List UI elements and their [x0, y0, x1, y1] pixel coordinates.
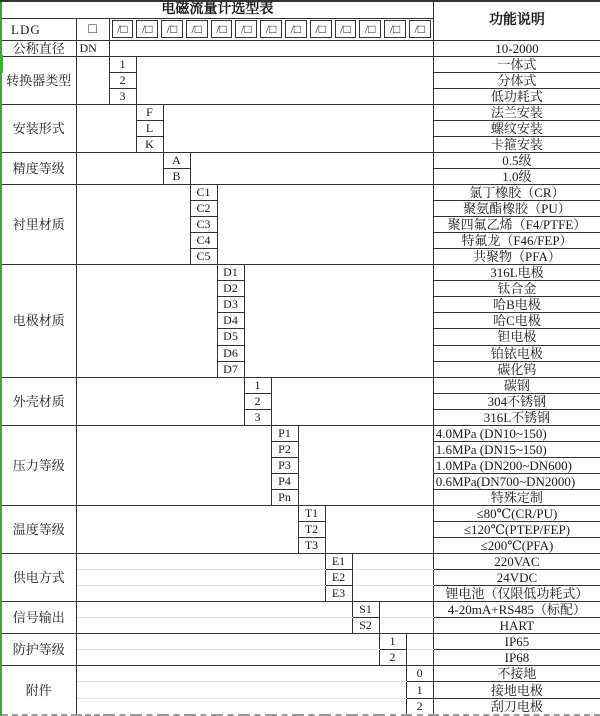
spacer-cell [76, 489, 271, 505]
option-code-cell: D4 [217, 313, 244, 329]
option-description: 304不锈钢 [433, 393, 600, 409]
spec-row [1, 425, 600, 441]
option-description: 刮刀电极 [433, 698, 600, 715]
spacer-cell [76, 329, 217, 345]
spacer-cell [244, 313, 433, 329]
spec-row [1, 666, 600, 682]
spec-row [1, 217, 600, 233]
spec-row [1, 473, 600, 489]
spacer-cell [271, 377, 433, 393]
spacer-cell [217, 233, 433, 249]
option-description: 聚氨酯橡胶（PU） [433, 201, 600, 217]
option-description: 10-2000 [433, 40, 600, 56]
spacer-cell [76, 120, 136, 136]
spacer-cell [76, 505, 298, 521]
spec-row [1, 120, 600, 136]
spacer-cell [76, 425, 271, 441]
option-description: 4-20mA+RS485（标配） [433, 602, 600, 618]
option-description: 卡箍安装 [433, 136, 600, 152]
option-description: 分体式 [433, 72, 600, 88]
category-label: 信号输出 [1, 602, 76, 634]
option-code-cell: P3 [271, 457, 298, 473]
model-slot-box: /□ [285, 20, 307, 38]
spacer-cell [217, 217, 433, 233]
spacer-cell [76, 185, 190, 201]
spacer-cell [76, 56, 109, 72]
category-label: 转换器类型 [1, 56, 76, 104]
spacer-cell [298, 489, 433, 505]
option-description: 法兰安装 [433, 104, 600, 120]
model-slot-box: /□ [359, 20, 381, 38]
model-slots-cell [109, 18, 433, 40]
option-description: HART [433, 618, 600, 634]
option-description: 共聚物（PFA） [433, 249, 600, 265]
option-description: 1.0MPa (DN200~DN600) [433, 457, 600, 473]
model-prefix: LDG [1, 18, 76, 40]
option-description: ≤80℃(CR/PU) [433, 505, 600, 521]
option-description: 特殊定制 [433, 489, 600, 505]
spacer-cell [76, 618, 352, 634]
option-code-cell: P1 [271, 425, 298, 441]
option-code-cell: 2 [379, 650, 406, 666]
option-description: 锂电池（仅限低功耗式） [433, 586, 600, 602]
category-label: 防护等级 [1, 634, 76, 666]
option-code-cell: C1 [190, 185, 217, 201]
spec-row [1, 441, 600, 457]
category-label: 外壳材质 [1, 377, 76, 425]
spacer-cell [298, 441, 433, 457]
option-code-cell: E2 [325, 570, 352, 586]
spacer-cell [76, 441, 271, 457]
spacer-cell [325, 505, 433, 521]
spec-row [1, 40, 600, 56]
option-code-cell: D1 [217, 265, 244, 281]
spacer-cell [217, 249, 433, 265]
model-slot-box: /□ [211, 20, 233, 38]
model-slot-box: /□ [112, 20, 134, 38]
spacer-cell [406, 634, 433, 650]
option-description: 316L电极 [433, 265, 600, 281]
option-code-cell: B [163, 168, 190, 184]
option-description: IP65 [433, 634, 600, 650]
category-label: 衬里材质 [1, 185, 76, 265]
spacer-cell [76, 265, 217, 281]
category-label: 压力等级 [1, 425, 76, 505]
category-label: 附件 [1, 666, 76, 715]
spacer-cell [76, 249, 190, 265]
option-code-cell: F [136, 104, 163, 120]
option-code-cell: T2 [298, 522, 325, 538]
option-description: 碳化钨 [433, 361, 600, 377]
spacer-cell [271, 393, 433, 409]
spacer-cell [76, 377, 244, 393]
spacer-cell [76, 217, 190, 233]
page-title: 电磁流量计选型表 [1, 1, 433, 18]
option-code-cell: 3 [109, 88, 136, 104]
spec-row [1, 489, 600, 505]
spec-row [1, 88, 600, 104]
option-description: 低功耗式 [433, 88, 600, 104]
option-description: 螺纹安装 [433, 120, 600, 136]
spacer-cell [76, 457, 271, 473]
option-code-cell: E3 [325, 586, 352, 602]
option-code-cell: 2 [244, 393, 271, 409]
spec-row [1, 185, 600, 201]
spacer-cell [76, 586, 325, 602]
spacer-cell [76, 473, 271, 489]
spacer-cell [352, 554, 433, 570]
model-first-slot-box: □ [76, 18, 109, 40]
spec-row [1, 249, 600, 265]
option-code-cell: C4 [190, 233, 217, 249]
option-description: 0.6MPa(DN700~DN2000) [433, 473, 600, 489]
option-code-cell: L [136, 120, 163, 136]
option-code-cell: K [136, 136, 163, 152]
spec-row [1, 297, 600, 313]
spacer-cell [190, 152, 433, 168]
spacer-cell [217, 201, 433, 217]
option-description: ≤200℃(PFA) [433, 538, 600, 554]
option-description: IP68 [433, 650, 600, 666]
option-description: 一体式 [433, 56, 600, 72]
spec-row [1, 201, 600, 217]
function-column-header: 功能说明 [433, 1, 600, 40]
spec-row [1, 522, 600, 538]
category-label: 温度等级 [1, 505, 76, 553]
spec-row [1, 602, 600, 618]
spacer-cell [244, 361, 433, 377]
category-label: 安装形式 [1, 104, 76, 152]
spacer-cell [163, 120, 433, 136]
option-description: 1.0级 [433, 168, 600, 184]
option-description: 碳钢 [433, 377, 600, 393]
model-slot-box: /□ [136, 20, 158, 38]
spacer-cell [136, 72, 433, 88]
spacer-cell [76, 393, 244, 409]
model-slot-box: /□ [310, 20, 332, 38]
spacer-cell [244, 281, 433, 297]
option-description: 钛合金 [433, 281, 600, 297]
spacer-cell [76, 634, 379, 650]
left-edge-green-artifact [0, 55, 3, 73]
option-code-cell: P2 [271, 441, 298, 457]
option-code-cell: S2 [352, 618, 379, 634]
spec-row [1, 618, 600, 634]
spec-row [1, 538, 600, 554]
spacer-cell [76, 409, 244, 425]
spec-row [1, 233, 600, 249]
model-slot-box: /□ [260, 20, 282, 38]
spacer-cell [163, 136, 433, 152]
option-description: 接地电极 [433, 682, 600, 698]
spec-row [1, 265, 600, 281]
spacer-cell [76, 345, 217, 361]
spec-row [1, 56, 600, 72]
category-label: 供电方式 [1, 554, 76, 602]
spacer-cell [163, 104, 433, 120]
option-code-cell: 1 [379, 634, 406, 650]
option-code-cell: 2 [406, 698, 433, 715]
spacer-cell [76, 650, 379, 666]
spacer-cell [298, 457, 433, 473]
spec-tbody [1, 1, 600, 715]
spacer-cell [76, 88, 109, 104]
spec-row [1, 152, 600, 168]
category-label: 公称直径 [1, 40, 76, 56]
spacer-cell [244, 297, 433, 313]
spec-row [1, 393, 600, 409]
option-description: 不接地 [433, 666, 600, 682]
spacer-cell [76, 666, 406, 682]
spacer-cell [76, 554, 325, 570]
spacer-cell [76, 297, 217, 313]
spacer-cell [136, 88, 433, 104]
spacer-cell [76, 281, 217, 297]
spec-row [1, 698, 600, 715]
spacer-cell [325, 538, 433, 554]
spec-row [1, 377, 600, 393]
spec-row [1, 457, 600, 473]
option-code-cell: D6 [217, 345, 244, 361]
spacer-cell [76, 522, 298, 538]
model-slot-box: /□ [384, 20, 406, 38]
spacer-cell [325, 522, 433, 538]
spec-row [1, 570, 600, 586]
spec-row [1, 313, 600, 329]
spacer-cell [244, 329, 433, 345]
option-description: 0.5级 [433, 152, 600, 168]
spacer-cell [352, 586, 433, 602]
option-code-cell: D5 [217, 329, 244, 345]
model-slot-box: /□ [186, 20, 208, 38]
option-code-cell: C5 [190, 249, 217, 265]
spacer-cell [76, 168, 163, 184]
option-code-cell: C3 [190, 217, 217, 233]
spec-row [1, 72, 600, 88]
option-code-cell: D3 [217, 297, 244, 313]
category-label: 精度等级 [1, 152, 76, 184]
spacer-cell [352, 570, 433, 586]
spacer-cell [109, 40, 433, 56]
spacer-cell [271, 409, 433, 425]
option-description: 特氟龙（F46/FEP） [433, 233, 600, 249]
spacer-cell [76, 72, 109, 88]
option-description: 哈C电极 [433, 313, 600, 329]
option-code-cell: DN [76, 40, 109, 56]
spacer-cell [379, 602, 433, 618]
spacer-cell [76, 152, 163, 168]
option-code-cell: 1 [244, 377, 271, 393]
spec-row [1, 345, 600, 361]
option-description: ≤120℃(PTEP/FEP) [433, 522, 600, 538]
spec-row [1, 586, 600, 602]
spec-row [1, 634, 600, 650]
spacer-cell [244, 265, 433, 281]
option-code-cell: 2 [109, 72, 136, 88]
model-slot-box: /□ [409, 20, 431, 38]
option-code-cell: 1 [109, 56, 136, 72]
spec-row [1, 104, 600, 120]
spacer-cell [406, 650, 433, 666]
spec-row [1, 650, 600, 666]
spacer-cell [190, 168, 433, 184]
spacer-cell [76, 201, 190, 217]
option-code-cell: C2 [190, 201, 217, 217]
option-description: 316L不锈钢 [433, 409, 600, 425]
option-code-cell: S1 [352, 602, 379, 618]
option-code-cell: E1 [325, 554, 352, 570]
spacer-cell [217, 185, 433, 201]
option-code-cell: T3 [298, 538, 325, 554]
option-description: 钽电极 [433, 329, 600, 345]
spec-row [1, 281, 600, 297]
option-code-cell: 0 [406, 666, 433, 682]
spacer-cell [76, 136, 136, 152]
spacer-cell [76, 538, 298, 554]
option-description: 4.0MPa (DN10~150) [433, 425, 600, 441]
category-label: 电极材质 [1, 265, 76, 377]
option-description: 铂铱电极 [433, 345, 600, 361]
model-slot-box: /□ [235, 20, 257, 38]
option-code-cell: D2 [217, 281, 244, 297]
spacer-cell [379, 618, 433, 634]
spec-row [1, 505, 600, 521]
option-description: 1.6MPa (DN15~150) [433, 441, 600, 457]
spacer-cell [76, 602, 352, 618]
model-slot-box: /□ [161, 20, 183, 38]
option-code-cell: A [163, 152, 190, 168]
spec-row [1, 409, 600, 425]
option-code-cell: 1 [406, 682, 433, 698]
model-slots [110, 20, 433, 38]
option-code-cell: P4 [271, 473, 298, 489]
option-description: 氯丁橡胶（CR） [433, 185, 600, 201]
spec-row [1, 136, 600, 152]
option-code-cell: Pn [271, 489, 298, 505]
spec-row [1, 168, 600, 184]
option-description: 220VAC [433, 554, 600, 570]
spacer-cell [76, 570, 325, 586]
option-description: 哈B电极 [433, 297, 600, 313]
spacer-cell [76, 682, 406, 698]
spacer-cell [136, 56, 433, 72]
spacer-cell [76, 313, 217, 329]
model-slot-box: /□ [335, 20, 357, 38]
spec-row [1, 329, 600, 345]
spec-row [1, 682, 600, 698]
title-row [1, 1, 600, 18]
option-code-cell: T1 [298, 505, 325, 521]
spacer-cell [244, 345, 433, 361]
spacer-cell [76, 233, 190, 249]
spacer-cell [298, 425, 433, 441]
spacer-cell [76, 104, 136, 120]
spec-row [1, 554, 600, 570]
spec-row [1, 361, 600, 377]
spacer-cell [298, 473, 433, 489]
option-code-cell: 3 [244, 409, 271, 425]
spacer-cell [76, 361, 217, 377]
option-description: 24VDC [433, 570, 600, 586]
spacer-cell [76, 698, 406, 715]
option-code-cell: D7 [217, 361, 244, 377]
option-description: 聚四氟乙烯（F4/PTFE） [433, 217, 600, 233]
